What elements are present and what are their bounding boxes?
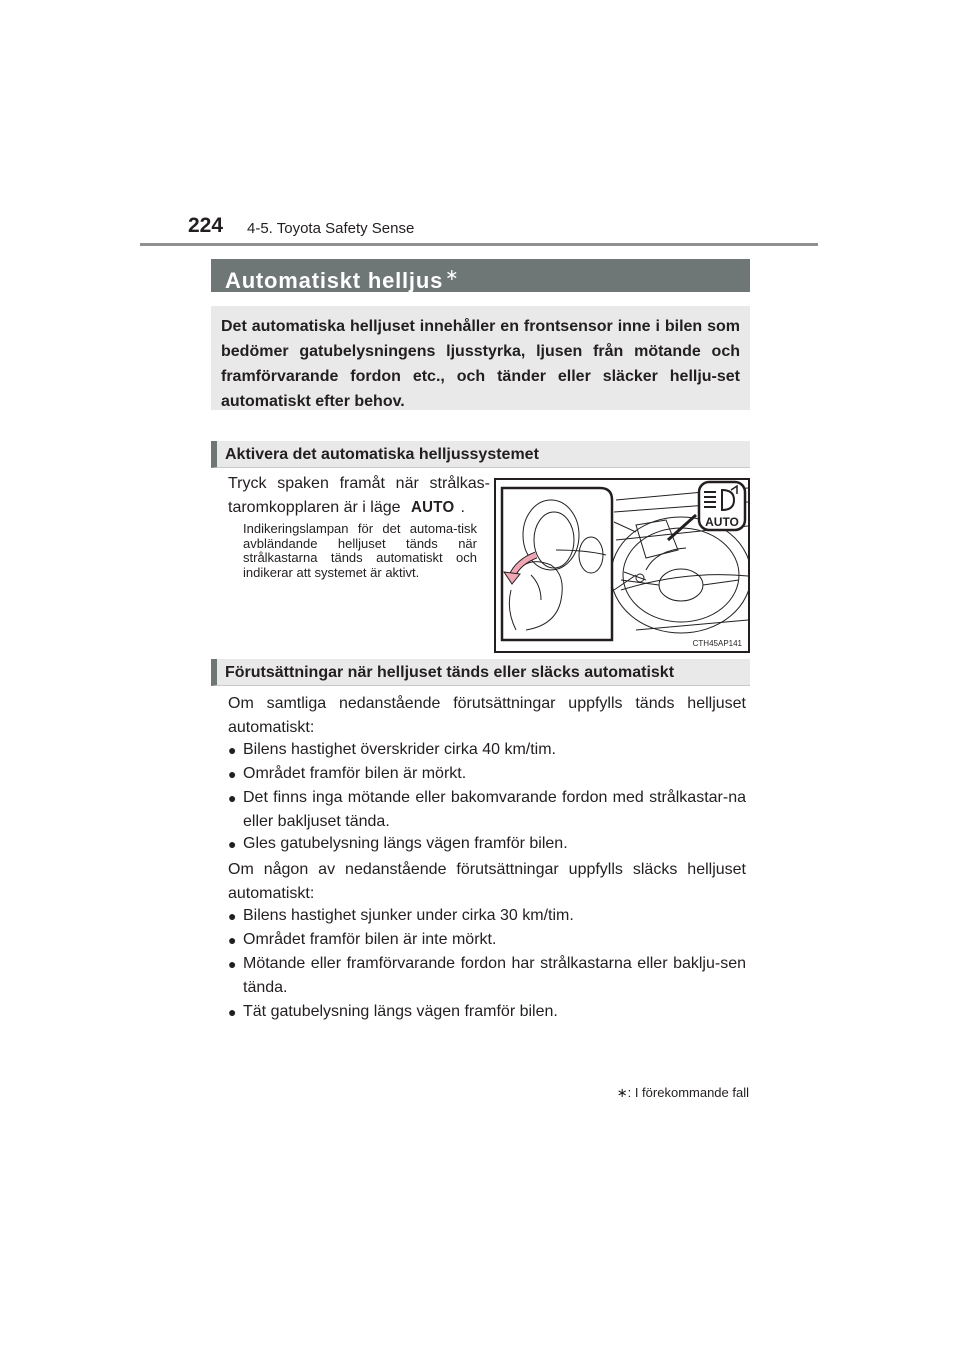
- headlight-lever-illustration: [494, 478, 750, 653]
- list-item-text: Det finns inga mötande eller bakomvarande fordon med strålkastar-na eller bakljuset tända.: [243, 789, 746, 830]
- bullet-icon: ●: [228, 742, 237, 758]
- page-number: 224: [188, 214, 224, 237]
- activate-instruction: [228, 472, 490, 520]
- bullet-icon: ●: [228, 836, 237, 852]
- page-title-text: Automatiskt helljus: [225, 268, 444, 293]
- list-item-text: Bilens hastighet sjunker under cirka 30 km/tim.: [243, 907, 574, 924]
- list-item: [228, 1000, 746, 1024]
- footnote: ∗: I förekommande fall: [616, 1085, 749, 1100]
- bullet-icon: ●: [228, 1004, 237, 1020]
- bullet-icon: ●: [228, 956, 237, 972]
- list-item: [228, 904, 746, 928]
- on-conditions-intro: Om samtliga nedanstående förutsättningar uppfylls tänds helljuset automatiskt:: [228, 695, 746, 736]
- list-item-text: Bilens hastighet överskrider cirka 40 km/tim.: [243, 741, 556, 758]
- list-item-text: Mötande eller framförvarande fordon har strålkastarna eller baklju-sen tända.: [243, 955, 746, 996]
- bullet-icon: ●: [228, 932, 237, 948]
- list-item: [228, 952, 746, 1000]
- title-asterisk: ∗: [445, 267, 460, 284]
- figure-code: CTH45AP141: [692, 639, 742, 648]
- intro-box: Det automatiska helljuset innehåller en frontsensor inne i bilen som bedömer gatubelysningens ljusstyrka, ljusen från mötande och framförvarande fordon etc., och tänder eller släcker hellju-set automatiskt efter behov.: [211, 306, 750, 410]
- auto-mode-symbol: AUTO: [411, 498, 455, 517]
- indicator-label: AUTO: [705, 515, 739, 529]
- section-label: 4-5. Toyota Safety Sense: [247, 220, 415, 237]
- list-item-text: Tät gatubelysning längs vägen framför bilen.: [243, 1003, 558, 1020]
- header-divider: [140, 243, 818, 246]
- page-title: [211, 259, 750, 292]
- section-heading-conditions: Förutsättningar när helljuset tänds eller släcks automatiskt: [211, 659, 750, 686]
- list-item: [228, 738, 746, 762]
- illustration-drawing: [496, 480, 748, 651]
- list-item-text: Området framför bilen är inte mörkt.: [243, 931, 497, 948]
- list-item-text: Gles gatubelysning längs vägen framför bilen.: [243, 835, 568, 852]
- instruction-text: Tryck spaken framåt när strålkas-taromkopplaren är i läge: [228, 475, 490, 516]
- list-item: [228, 762, 746, 786]
- bullet-icon: ●: [228, 790, 237, 806]
- bullet-icon: ●: [228, 766, 237, 782]
- instruction-end: .: [460, 499, 465, 516]
- bullet-icon: ●: [228, 908, 237, 924]
- list-item: [228, 928, 746, 952]
- list-item-text: Området framför bilen är mörkt.: [243, 765, 467, 782]
- off-conditions-intro: Om någon av nedanstående förutsättningar uppfylls släcks helljuset automatiskt:: [228, 861, 746, 902]
- auto-indicator: [699, 482, 745, 530]
- section-heading-activate: Aktivera det automatiska helljussystemet: [211, 441, 750, 468]
- list-item: [228, 786, 746, 834]
- list-item: [228, 832, 746, 856]
- indicator-note: Indikeringslampan för det automa-tisk avbländande helljuset tänds när strålkastarna tänds automatiskt och indikerar att systemet är aktivt.: [243, 521, 477, 580]
